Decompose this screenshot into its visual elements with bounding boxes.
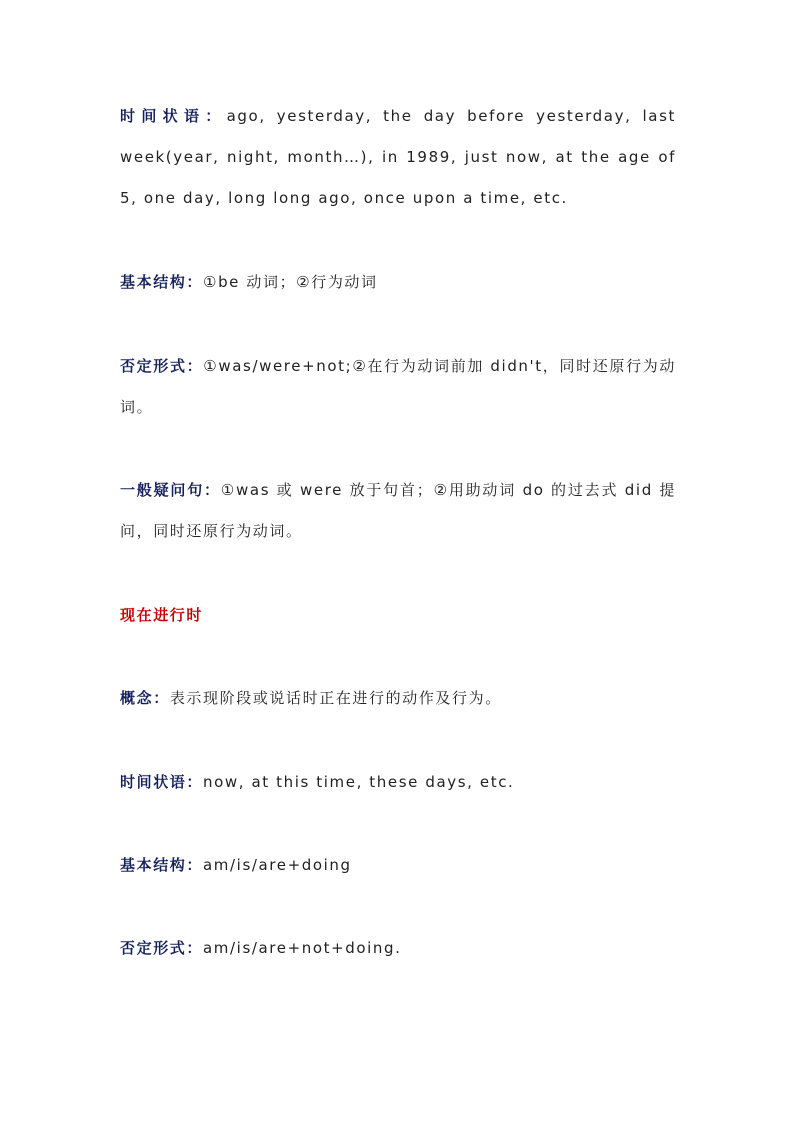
present-concept-text: 表示现阶段或说话时正在进行的动作及行为。 <box>169 689 502 707</box>
present-time-adverbials-paragraph <box>120 762 676 803</box>
present-negative-form-text: am/is/are+not+doing. <box>203 939 402 957</box>
present-negative-form-paragraph <box>120 928 676 969</box>
past-basic-structure-paragraph <box>120 262 676 303</box>
present-continuous-heading: 现在进行时 <box>120 606 204 624</box>
past-general-question-text: ①was 或 were 放于句首；②用助动词 do 的过去式 did 提问，同时还原行为动词。 <box>120 481 676 540</box>
past-time-adverbials-text: ago, yesterday, the day before yesterday, last week(year, night, month…), in 1989, just now, at the age of 5, one day, long long ago, once upon a time, etc. <box>120 107 676 207</box>
present-concept-paragraph <box>120 678 676 719</box>
past-basic-structure-text: ①be 动词；②行为动词 <box>203 273 378 291</box>
past-time-adverbials-paragraph <box>120 96 676 219</box>
past-negative-form-text: ①was/were+not;②在行为动词前加 didn't，同时还原行为动词。 <box>120 357 676 416</box>
present-time-adverbials-label: 时间状语： <box>120 773 204 791</box>
present-basic-structure-paragraph <box>120 845 676 886</box>
past-basic-structure-label: 基本结构： <box>120 273 204 291</box>
past-negative-form-paragraph <box>120 346 676 428</box>
past-general-question-paragraph <box>120 470 676 552</box>
present-time-adverbials-text: now, at this time, these days, etc. <box>203 773 515 791</box>
past-time-adverbials-label: 时间状语： <box>120 107 227 125</box>
present-basic-structure-text: am/is/are+doing <box>203 856 352 874</box>
past-negative-form-label: 否定形式： <box>120 357 204 375</box>
present-concept-label: 概念： <box>120 689 170 707</box>
past-general-question-label: 一般疑问句： <box>120 481 221 499</box>
present-basic-structure-label: 基本结构： <box>120 856 204 874</box>
present-continuous-heading-paragraph <box>120 595 676 636</box>
present-negative-form-label: 否定形式： <box>120 939 204 957</box>
